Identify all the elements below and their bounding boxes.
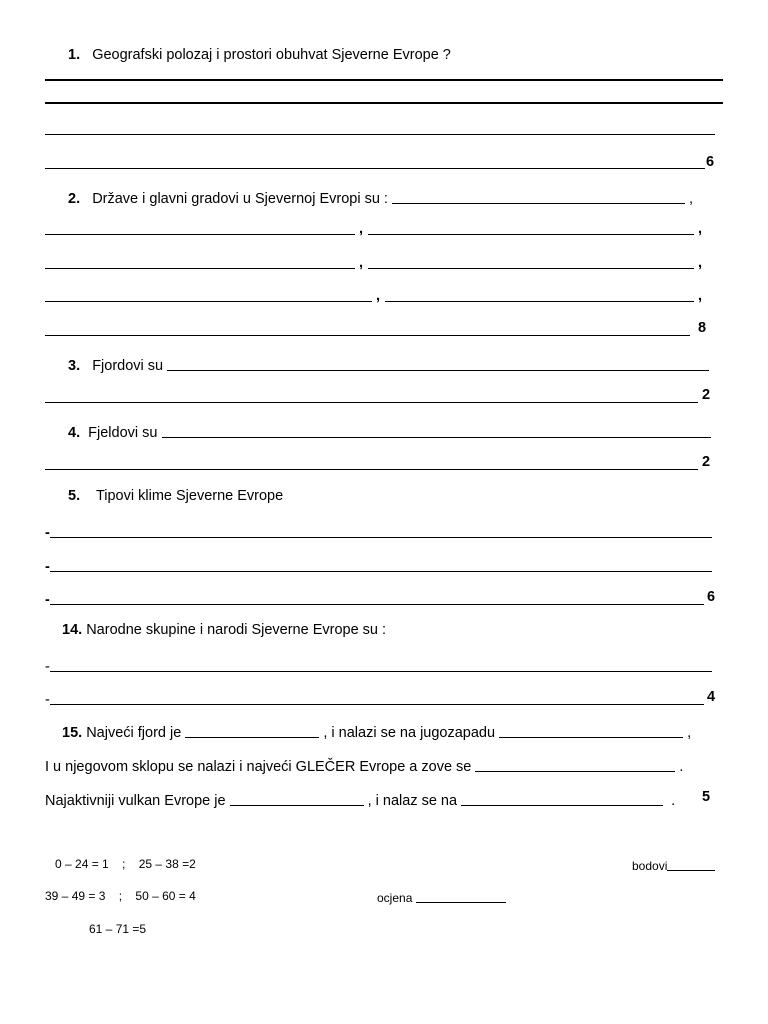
answer-line[interactable]: [45, 79, 723, 81]
answer-line[interactable]: [45, 335, 690, 336]
grade-scale-1: 0 – 24 = 1 ; 25 – 38 =2: [55, 857, 196, 871]
question-number: 3.: [68, 358, 81, 374]
separator: ,: [688, 191, 693, 207]
question-2: [68, 187, 693, 207]
separator: ,: [376, 288, 381, 304]
points-label: 2: [702, 387, 711, 403]
question-text: , i nalazi se na jugozapadu: [323, 725, 496, 741]
answer-blank[interactable]: [167, 370, 709, 371]
question-text: Tipovi klime Sjeverne Evrope: [95, 488, 284, 504]
points-label: 5: [702, 789, 711, 805]
answer-blank[interactable]: [162, 437, 712, 438]
grade: [377, 889, 506, 905]
question-number: 4.: [68, 425, 81, 441]
separator: ,: [359, 221, 364, 237]
points-label: 8: [698, 320, 707, 336]
question-text: Geografski polozaj i prostori obuhvat Sjeverne Evrope ?: [92, 47, 451, 63]
answer-blank[interactable]: [50, 704, 704, 705]
answer-line[interactable]: [45, 234, 355, 235]
question-text: Države i glavni gradovi u Sjevernoj Evropi su :: [92, 191, 388, 207]
answer-line[interactable]: [45, 268, 355, 269]
question-15-line-1: [62, 721, 691, 741]
question-4: [68, 421, 711, 441]
question-15-line-3: [45, 789, 675, 809]
separator: ,: [698, 288, 703, 304]
answer-line[interactable]: [45, 469, 698, 470]
answer-item: [45, 555, 712, 575]
answer-blank[interactable]: [499, 737, 683, 738]
answer-line[interactable]: [45, 402, 698, 403]
grade-scale-2: 39 – 49 = 3 ; 50 – 60 = 4: [45, 889, 196, 903]
grade-scale-3: 61 – 71 =5: [89, 922, 147, 936]
grade-label: ocjena: [377, 891, 413, 905]
answer-item: [45, 521, 712, 541]
dash: -: [45, 692, 50, 708]
separator: ,: [359, 255, 364, 271]
question-text: Najveći fjord je: [86, 725, 182, 741]
dash: -: [45, 592, 50, 608]
question-3: [68, 354, 709, 374]
points-label: 4: [707, 689, 716, 705]
answer-line[interactable]: [368, 268, 694, 269]
answer-blank[interactable]: [50, 671, 712, 672]
answer-line[interactable]: [45, 134, 715, 135]
question-number: 2.: [68, 191, 81, 207]
answer-line[interactable]: [45, 301, 372, 302]
question-5: [68, 488, 283, 504]
points-total-blank[interactable]: [667, 870, 715, 871]
question-text: Najaktivniji vulkan Evrope je: [45, 793, 226, 809]
points-label: 6: [707, 589, 716, 605]
question-text: I u njegovom sklopu se nalazi i najveći GLEČER Evrope a zove se: [45, 759, 472, 775]
question-number: 14.: [62, 622, 83, 638]
question-1: [68, 47, 451, 63]
question-14: [62, 622, 386, 638]
dash: -: [45, 559, 50, 575]
answer-blank[interactable]: [475, 771, 675, 772]
question-text: Fjeldovi su: [88, 425, 158, 441]
question-text: Narodne skupine i narodi Sjeverne Evrope su :: [86, 622, 387, 638]
question-number: 15.: [62, 725, 83, 741]
separator: .: [671, 793, 676, 809]
points-total: [632, 857, 715, 873]
answer-line[interactable]: [45, 168, 705, 169]
answer-blank[interactable]: [185, 737, 319, 738]
question-number: 1.: [68, 47, 81, 63]
answer-blank[interactable]: [50, 537, 712, 538]
separator: ,: [698, 255, 703, 271]
answer-blank[interactable]: [230, 805, 364, 806]
points-label: 2: [702, 454, 711, 470]
answer-item: [45, 588, 704, 608]
answer-item: [45, 688, 704, 708]
answer-blank[interactable]: [50, 604, 704, 605]
question-text: Fjordovi su: [92, 358, 164, 374]
points-label: 6: [706, 154, 715, 170]
separator: .: [679, 759, 684, 775]
question-number: 5.: [68, 488, 81, 504]
question-15-line-2: [45, 755, 683, 775]
answer-line[interactable]: [368, 234, 694, 235]
answer-blank[interactable]: [461, 805, 663, 806]
separator: ,: [698, 221, 703, 237]
points-total-label: bodovi: [632, 859, 668, 873]
answer-item: [45, 655, 712, 675]
answer-blank[interactable]: [50, 571, 712, 572]
answer-line[interactable]: [45, 102, 723, 104]
separator: ,: [687, 725, 692, 741]
dash: -: [45, 659, 50, 675]
grade-blank[interactable]: [416, 902, 506, 903]
question-text: , i nalaz se na: [367, 793, 458, 809]
dash: -: [45, 525, 50, 541]
answer-blank[interactable]: [392, 203, 685, 204]
answer-line[interactable]: [385, 301, 694, 302]
